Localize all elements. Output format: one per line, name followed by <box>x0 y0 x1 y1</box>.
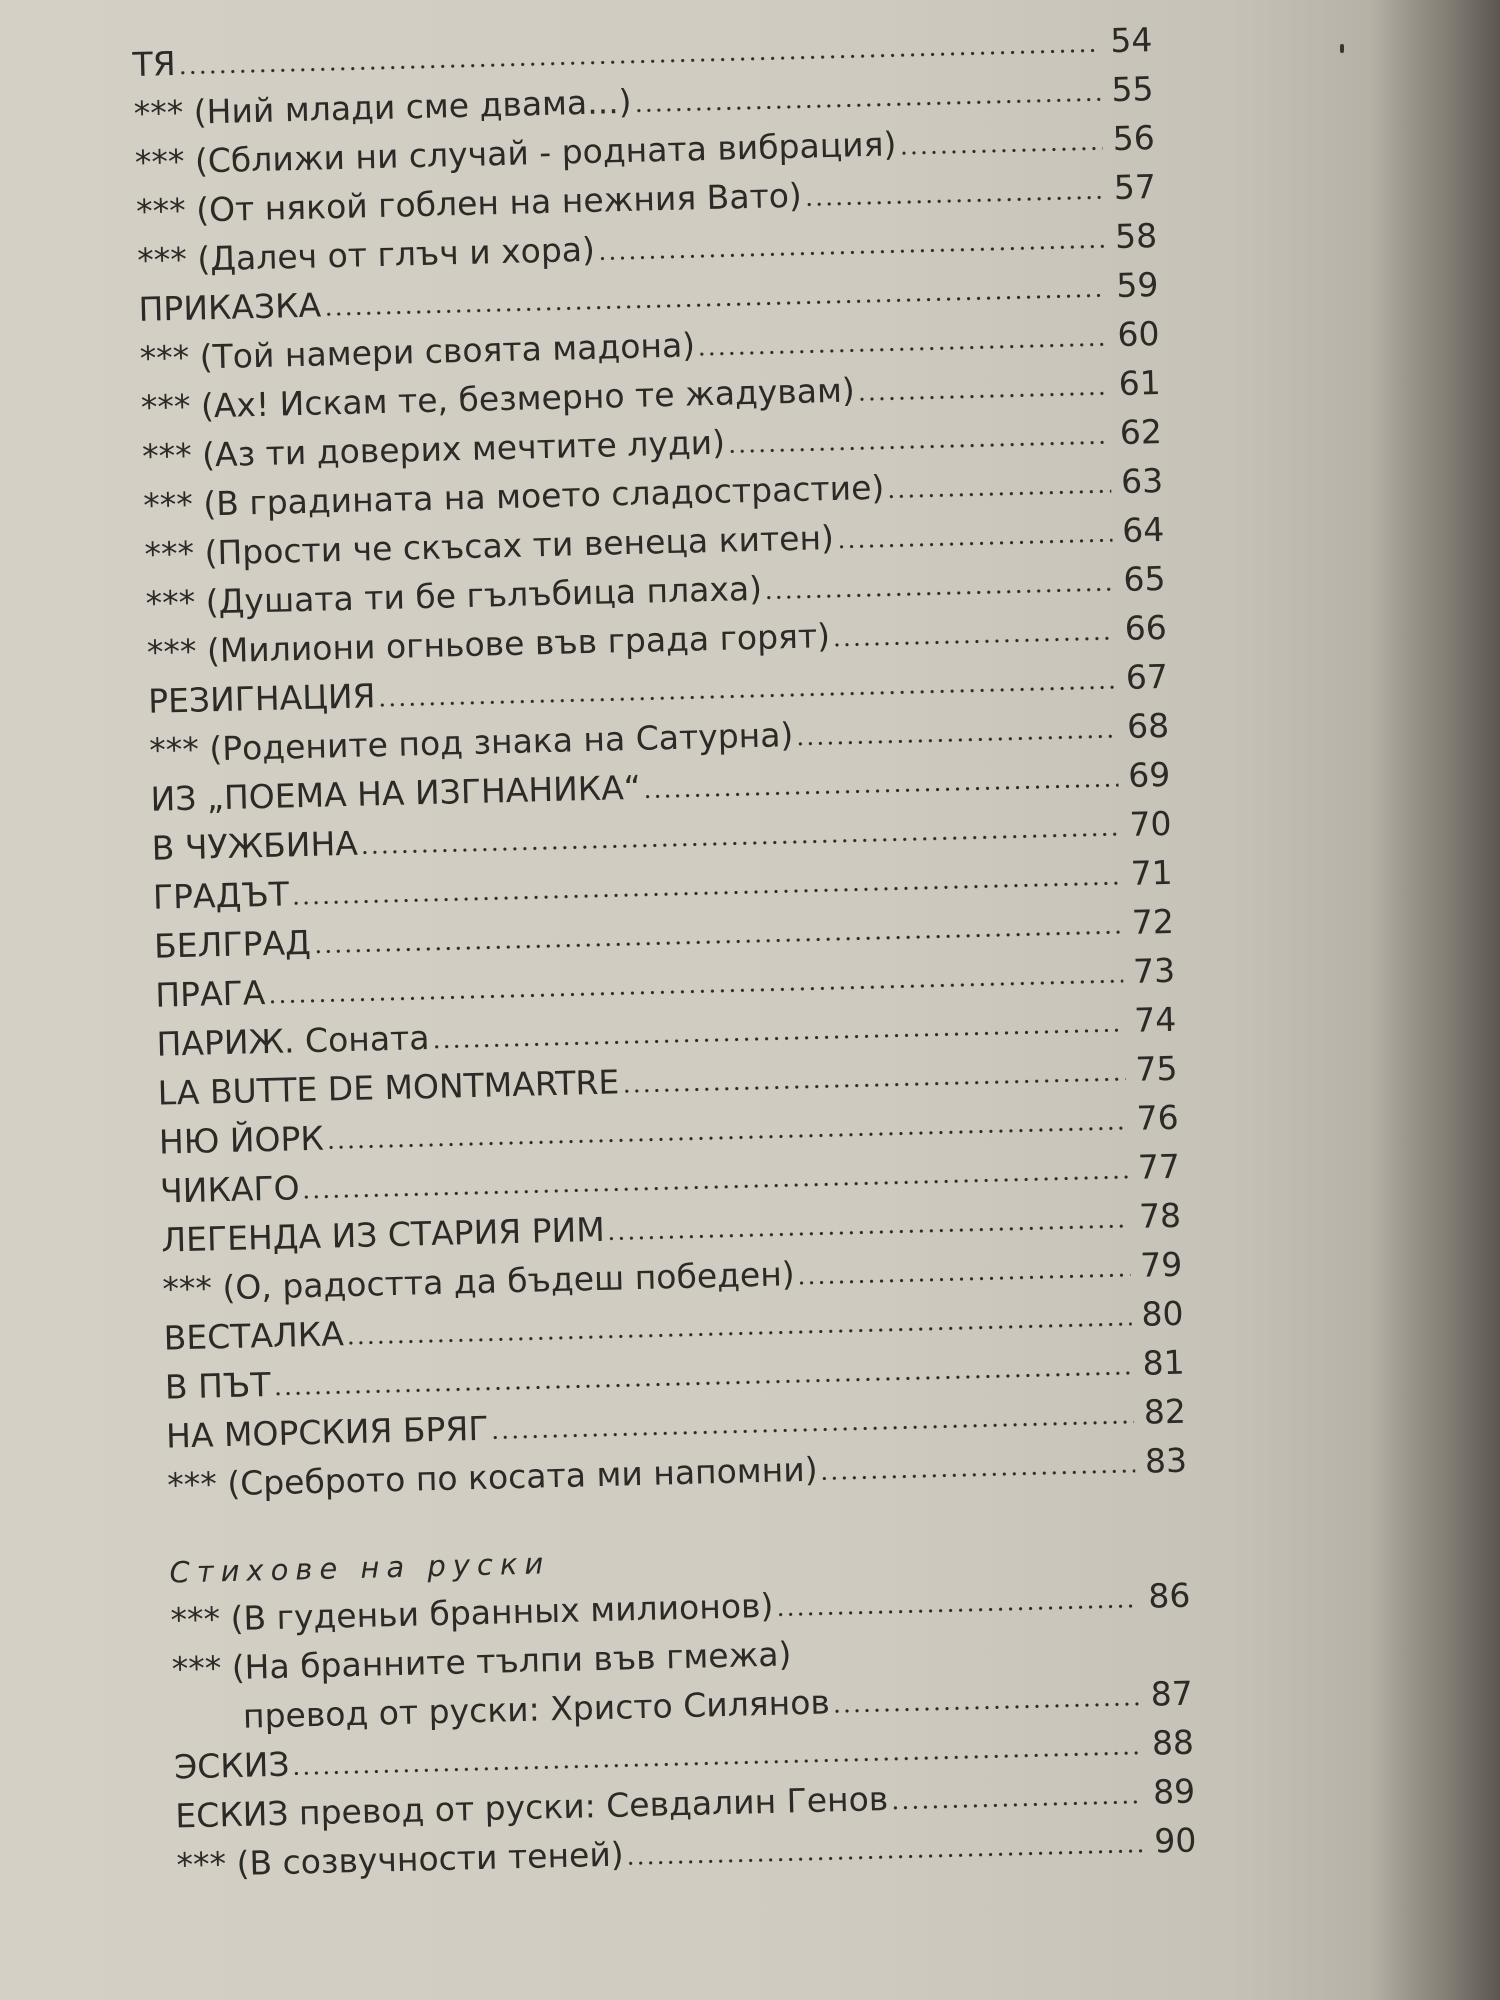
entry-title: *** (Среброто по косата ми напомни) <box>166 1449 819 1505</box>
dot-leader <box>775 1604 1138 1617</box>
entry-page-number: 55 <box>1111 69 1154 110</box>
entry-page-number: 78 <box>1138 1195 1182 1236</box>
entry-page-number: 82 <box>1143 1391 1187 1432</box>
entry-title: ТЯ <box>132 43 177 84</box>
dot-leader <box>898 146 1103 155</box>
entry-title: *** (Прости че скъсах ти венеца китен) <box>144 518 835 574</box>
entry-title: *** (Той намери своята мадона) <box>139 325 696 378</box>
toc-entries <box>132 15 1188 1509</box>
entry-title: ЕСКИЗ превод от руски: Севдалин Генов <box>174 1779 889 1836</box>
entry-page-number: 73 <box>1132 950 1176 991</box>
section-heading: Стихове на руски <box>169 1546 551 1590</box>
entry-page-number: 90 <box>1153 1820 1197 1861</box>
entry-page-number: 86 <box>1147 1575 1191 1616</box>
entry-page-number: 67 <box>1125 656 1169 697</box>
entry-title: РЕЗИГНАЦИЯ <box>147 676 376 721</box>
entry-title: ПРАГА <box>154 973 266 1015</box>
entry-page-number: 77 <box>1137 1146 1181 1187</box>
entry-title: НЮ ЙОРК <box>158 1118 325 1162</box>
dot-leader <box>804 195 1104 206</box>
entry-title: *** (Далеч от глъч и хора) <box>136 229 596 280</box>
entry-title: В ПЪТ <box>164 1365 271 1407</box>
dot-leader <box>857 391 1109 401</box>
dot-leader <box>836 538 1112 549</box>
entry-page-number: 87 <box>1150 1673 1194 1714</box>
entry-page-number: 61 <box>1118 362 1162 403</box>
dot-leader <box>727 440 1110 453</box>
entry-page-number: 54 <box>1109 20 1153 61</box>
entry-page-number: 83 <box>1144 1440 1188 1481</box>
entry-page-number: 79 <box>1139 1244 1183 1285</box>
entry-page-number: 63 <box>1120 460 1164 501</box>
dot-leader <box>491 1420 1134 1440</box>
page-speck <box>1340 44 1344 53</box>
entry-page-number: 68 <box>1126 705 1170 746</box>
table-of-contents <box>132 15 1197 1889</box>
dot-leader <box>820 1469 1136 1481</box>
entry-page-number: 57 <box>1113 167 1157 208</box>
entry-page-number: 62 <box>1119 411 1163 452</box>
entry-page-number: 66 <box>1124 607 1168 648</box>
entry-title: ЭСКИЗ <box>173 1744 291 1787</box>
entry-title: *** (Ах! Искам те, безмерно те жадувам) <box>140 370 856 427</box>
dot-leader <box>621 1077 1125 1093</box>
entry-page-number: 75 <box>1134 1048 1178 1089</box>
dot-leader <box>607 1224 1129 1241</box>
entry-title: В ЧУЖБИНА <box>151 823 359 868</box>
book-spine-shadow <box>1370 0 1500 2000</box>
dot-leader <box>634 97 1102 112</box>
entry-title: ВЕСТАЛКА <box>163 1314 345 1358</box>
entry-page-number: 56 <box>1112 118 1156 159</box>
entry-page-number: 70 <box>1128 803 1172 844</box>
entry-page-number: 60 <box>1117 313 1160 355</box>
entry-page-number: 89 <box>1152 1771 1196 1812</box>
entry-page-number: 72 <box>1131 901 1175 942</box>
entry-title: НА МОРСКИЯ БРЯГ <box>165 1408 489 1456</box>
dot-leader <box>886 489 1111 498</box>
dot-leader <box>795 734 1117 746</box>
entry-title: *** (В градината на моето сладострастие) <box>142 467 885 525</box>
dot-leader <box>832 1702 1141 1714</box>
entry-title: *** (О, радостта да бъдеш победен) <box>162 1254 796 1309</box>
entry-title: ЧИКАГО <box>159 1168 300 1211</box>
dot-leader <box>764 587 1114 600</box>
dot-leader <box>797 1273 1131 1285</box>
dot-leader <box>643 783 1119 799</box>
dot-leader <box>697 342 1108 356</box>
entry-title: БЕЛГРАД <box>153 922 312 966</box>
entry-title: *** (Душата ти бе гълъбица плаха) <box>145 568 763 623</box>
entry-page-number: 59 <box>1115 265 1159 306</box>
dot-leader <box>432 1028 1125 1049</box>
entry-page-number: 74 <box>1133 999 1177 1040</box>
entry-title: ПАРИЖ. Соната <box>156 1018 430 1064</box>
entry-title: ПРИКАЗКА <box>138 285 322 329</box>
entry-title: ГРАДЪТ <box>152 874 290 917</box>
dot-leader <box>626 1849 1145 1866</box>
entry-title: *** (Ний млади сме двама...) <box>133 81 632 133</box>
entry-page-number: 76 <box>1136 1097 1180 1138</box>
entry-page-number: 69 <box>1127 754 1171 795</box>
entry-title-line: *** (На бранните тълпи във гмежа) <box>171 1634 792 1689</box>
dot-leader <box>890 1800 1143 1810</box>
entry-page-number: 80 <box>1140 1293 1184 1334</box>
entry-title: *** (Аз ти доверих мечтите луди) <box>141 422 726 476</box>
entry-title: *** (Милиони огньове във града горят) <box>146 616 831 672</box>
entry-page-number: 58 <box>1114 216 1158 257</box>
entry-title: ЛЕГЕНДА ИЗ СТАРИЯ РИМ <box>160 1209 606 1260</box>
entry-title: ИЗ „ПОЕМА НА ИЗГНАНИКА“ <box>150 767 642 819</box>
dot-leader <box>832 636 1115 647</box>
entry-page-number: 65 <box>1122 558 1166 599</box>
entry-page-number: 81 <box>1142 1342 1186 1383</box>
entry-title: *** (От някой гоблен на нежния Вато) <box>135 175 803 231</box>
entry-title: *** (В гуденьи бранных милионов) <box>170 1585 774 1640</box>
entry-title-line: превод от руски: Христо Силянов <box>242 1682 831 1736</box>
entry-title: *** (В созвучности теней) <box>176 1834 625 1885</box>
entry-page-number: 88 <box>1151 1722 1195 1763</box>
dot-leader <box>597 244 1105 260</box>
entry-title: *** (Сближи ни случай - родната вибрация) <box>134 124 897 182</box>
entry-page-number: 71 <box>1130 852 1174 893</box>
entry-page-number: 64 <box>1121 509 1165 550</box>
entry-title: *** (Родените под знака на Сатурна) <box>148 715 794 770</box>
entry-title: LA BUTTE DE MONTMARTRE <box>157 1062 620 1113</box>
